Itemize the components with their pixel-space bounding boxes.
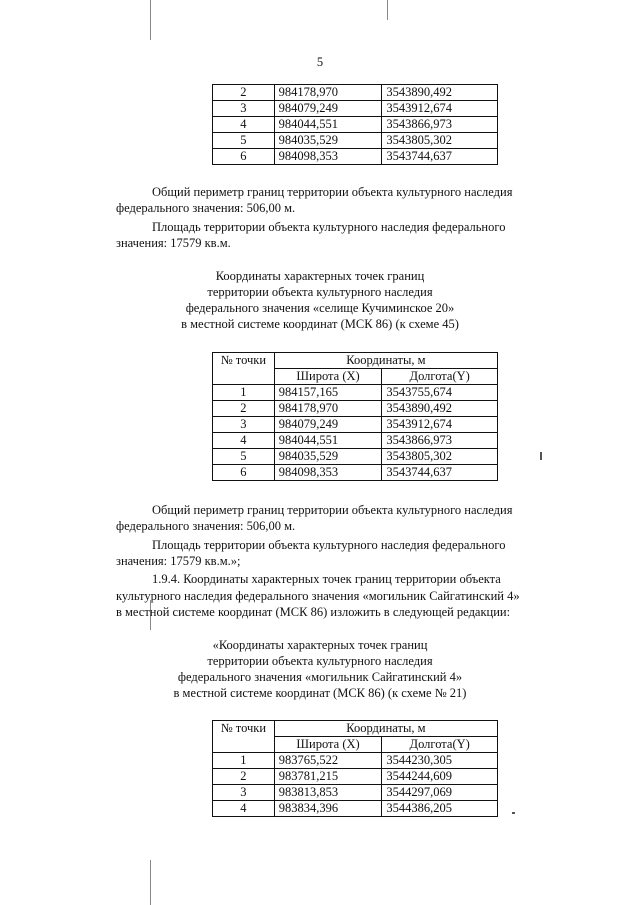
heading-line: в местной системе координат (МСК 86) (к схеме 45) [181, 317, 459, 331]
scan-artifact-line [387, 0, 388, 20]
paragraph-line: Площадь территории объекта культурного наследия федерального [152, 538, 506, 552]
coordinates-table-continued [212, 84, 498, 165]
latitude-value: 984098,353 [274, 465, 382, 481]
scan-artifact-mark [540, 452, 542, 460]
table-row [213, 753, 498, 769]
column-header-coordinates: Координаты, м [274, 353, 497, 369]
point-number: 4 [213, 801, 275, 817]
scan-artifact-line [150, 0, 151, 40]
longitude-value: 3543912,674 [382, 101, 498, 117]
latitude-value: 984035,529 [274, 449, 382, 465]
longitude-value: 3544386,205 [382, 801, 498, 817]
area-paragraph-cont [116, 553, 588, 569]
longitude-value: 3543866,973 [382, 117, 498, 133]
paragraph-line: в местной системе координат (МСК 86) изложить в следующей редакции: [116, 605, 511, 619]
point-number: 3 [213, 417, 275, 433]
heading-line: Координаты характерных точек границ [215, 269, 425, 283]
point-number: 6 [213, 465, 275, 481]
page-number: 5 [316, 55, 324, 69]
latitude-value: 984178,970 [274, 85, 382, 101]
longitude-value: 3543744,637 [382, 149, 498, 165]
latitude-value: 984044,551 [274, 433, 382, 449]
section-heading [0, 268, 640, 332]
column-header-longitude: Долгота(Y) [382, 737, 498, 753]
table-row [213, 385, 498, 401]
heading-line: «Координаты характерных точек границ [212, 638, 428, 652]
longitude-value: 3543866,973 [382, 433, 498, 449]
longitude-value: 3543805,302 [382, 133, 498, 149]
longitude-value: 3543755,674 [382, 385, 498, 401]
point-number: 4 [213, 117, 275, 133]
column-header-point: № точки [213, 353, 275, 385]
latitude-value: 984098,353 [274, 149, 382, 165]
area-paragraph-cont [116, 235, 588, 251]
latitude-value: 983813,853 [274, 785, 382, 801]
paragraph-line: значения: 17579 кв.м.»; [116, 554, 241, 568]
latitude-value: 983834,396 [274, 801, 382, 817]
point-number: 2 [213, 769, 275, 785]
heading-line: территории объекта культурного наследия [207, 654, 433, 668]
table-row [213, 769, 498, 785]
heading-line: в местной системе координат (МСК 86) (к схеме № 21) [173, 686, 467, 700]
latitude-value: 984079,249 [274, 101, 382, 117]
latitude-value: 984157,165 [274, 385, 382, 401]
perimeter-paragraph [116, 184, 588, 200]
point-number: 1 [213, 385, 275, 401]
point-number: 4 [213, 433, 275, 449]
table-row [213, 85, 498, 101]
latitude-value: 984044,551 [274, 117, 382, 133]
table-row [213, 149, 498, 165]
heading-line: федерального значения «могильник Сайгатинский 4» [177, 670, 463, 684]
paragraph-line: культурного наследия федерального значения «могильник Сайгатинский 4» [116, 589, 520, 603]
paragraph-line: Общий периметр границ территории объекта культурного наследия [152, 185, 513, 199]
amendment-paragraph-cont [116, 588, 588, 620]
longitude-value: 3543744,637 [382, 465, 498, 481]
table-row [213, 401, 498, 417]
latitude-value: 983765,522 [274, 753, 382, 769]
amendment-paragraph [116, 571, 588, 587]
latitude-value: 984178,970 [274, 401, 382, 417]
paragraph-line: значения: 17579 кв.м. [116, 236, 231, 250]
heading-line: территории объекта культурного наследия [207, 285, 433, 299]
scan-artifact-mark [512, 812, 515, 814]
point-number: 1 [213, 753, 275, 769]
paragraph-line: 1.9.4. Координаты характерных точек границ территории объекта [152, 572, 501, 586]
point-number: 3 [213, 101, 275, 117]
paragraph-line: федерального значения: 506,00 м. [116, 201, 296, 215]
longitude-value: 3544297,069 [382, 785, 498, 801]
column-header-coordinates: Координаты, м [274, 721, 497, 737]
column-header-latitude: Широта (X) [274, 737, 382, 753]
point-number: 3 [213, 785, 275, 801]
table-row [213, 465, 498, 481]
table-row [213, 433, 498, 449]
scan-artifact-line [150, 860, 151, 905]
column-header-latitude: Широта (X) [274, 369, 382, 385]
table-row [213, 117, 498, 133]
paragraph-line: Общий периметр границ территории объекта культурного наследия [152, 503, 513, 517]
table-row [213, 449, 498, 465]
longitude-value: 3544244,609 [382, 769, 498, 785]
perimeter-paragraph [116, 502, 588, 518]
area-paragraph [116, 537, 588, 553]
area-paragraph [116, 219, 588, 235]
table-row [213, 417, 498, 433]
latitude-value: 984035,529 [274, 133, 382, 149]
table-row [213, 101, 498, 117]
table-row [213, 801, 498, 817]
point-number: 2 [213, 85, 275, 101]
latitude-value: 984079,249 [274, 417, 382, 433]
longitude-value: 3543912,674 [382, 417, 498, 433]
point-number: 5 [213, 449, 275, 465]
paragraph-line: федерального значения: 506,00 м. [116, 519, 296, 533]
point-number: 6 [213, 149, 275, 165]
point-number: 2 [213, 401, 275, 417]
perimeter-paragraph-cont [116, 518, 588, 534]
table-row [213, 785, 498, 801]
longitude-value: 3543805,302 [382, 449, 498, 465]
column-header-point: № точки [213, 721, 275, 753]
coordinates-table-saigatinsky [212, 720, 498, 817]
coordinates-table-kuchiminskoe [212, 352, 498, 481]
table-row [213, 133, 498, 149]
perimeter-paragraph-cont [116, 200, 588, 216]
paragraph-line: Площадь территории объекта культурного наследия федерального [152, 220, 506, 234]
point-number: 5 [213, 133, 275, 149]
column-header-longitude: Долгота(Y) [382, 369, 498, 385]
heading-line: федерального значения «селище Кучиминское 20» [185, 301, 455, 315]
latitude-value: 983781,215 [274, 769, 382, 785]
longitude-value: 3544230,305 [382, 753, 498, 769]
section-heading [0, 637, 640, 701]
longitude-value: 3543890,492 [382, 401, 498, 417]
longitude-value: 3543890,492 [382, 85, 498, 101]
